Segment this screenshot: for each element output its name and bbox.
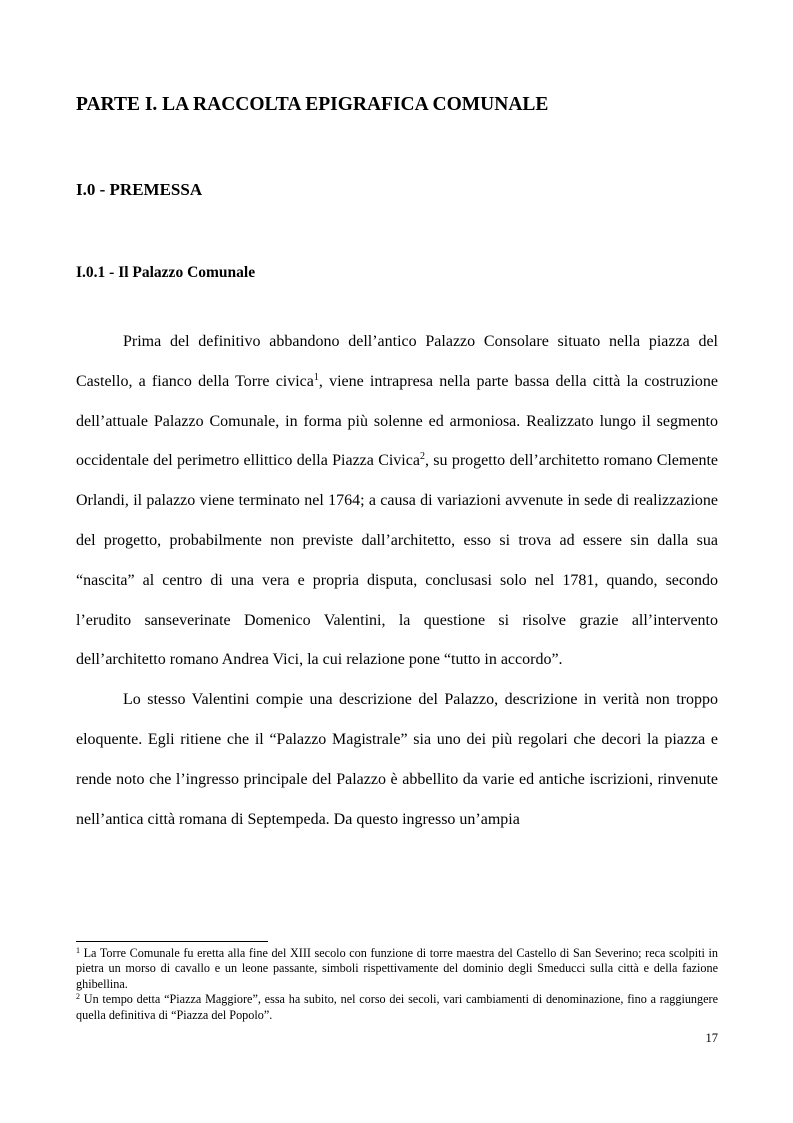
subsection-heading: I.0.1 - Il Palazzo Comunale bbox=[76, 264, 256, 281]
footnote-1-number: 1 bbox=[76, 946, 80, 955]
footnote-2-text: Un tempo detta “Piazza Maggiore”, essa ha subito, nel corso dei secoli, vari cambiamenti di denominazione, fino a raggiungere quella definitiva di “Piazza del Popolo”. bbox=[76, 992, 718, 1022]
footnote-2 bbox=[76, 992, 718, 1023]
section-heading: I.0 - PREMESSA bbox=[76, 180, 203, 199]
footnote-ref-2: 2 bbox=[419, 451, 425, 463]
paragraph-1-text-c: , su progetto dell’architetto romano Clemente Orlandi, il palazzo viene terminato nel 1764; a causa di variazioni avvenute in sede di realizzazione del progetto, probabilmente non previste dall’architetto, esso si trova ad essere sin dalla sua “nascita” al centro di una vera e propria disputa, conclusasi solo nel 1781, quando, secondo l’erudito sanseverinate Domenico Valentini, la questione si risolve grazie all’intervento dell’architetto romano Andrea Vici, la cui relazione pone “tutto in accordo”. bbox=[76, 452, 719, 669]
part-title: PARTE I. LA RACCOLTA EPIGRAFICA COMUNALE bbox=[76, 94, 549, 115]
paragraph-1 bbox=[76, 322, 718, 680]
footnotes bbox=[76, 946, 718, 1023]
body-text bbox=[76, 322, 718, 839]
footnote-1-text: La Torre Comunale fu eretta alla fine del XIII secolo con funzione di torre maestra del Castello di San Severino; reca scolpiti in pietra un morso di cavallo e un leone passante, simboli rispettivamente del dominio degli Smeducci sulla città e della fazione ghibellina. bbox=[76, 946, 718, 991]
footnote-separator bbox=[76, 941, 268, 942]
paragraph-1-text-b: , viene intrapresa nella parte bassa della città la costruzione dell’attuale Palazzo Comunale, in forma più solenne ed armoniosa. Realizzato lungo il segmento occidentale del perimetro ellittico della Piazza Civica bbox=[76, 372, 718, 470]
page-number: 17 bbox=[705, 1031, 718, 1045]
paragraph-2: Lo stesso Valentini compie una descrizione del Palazzo, descrizione in verità non troppo eloquente. Egli ritiene che il “Palazzo Magistrale” sia uno dei più regolari che decori la piazza e rende noto che l’ingresso principale del Palazzo è abbellito da varie ed antiche iscrizioni, rinvenute nell’antica città romana di Septempeda. Da questo ingresso un’ampia bbox=[76, 691, 718, 828]
footnote-ref-1: 1 bbox=[313, 371, 319, 383]
footnote-2-number: 2 bbox=[76, 992, 80, 1002]
paragraph-1-text-a: Prima del definitivo abbandono dell’antico Palazzo Consolare situato nella piazza del Castello, a fianco della Torre civica bbox=[76, 333, 718, 390]
footnote-1 bbox=[76, 946, 718, 992]
